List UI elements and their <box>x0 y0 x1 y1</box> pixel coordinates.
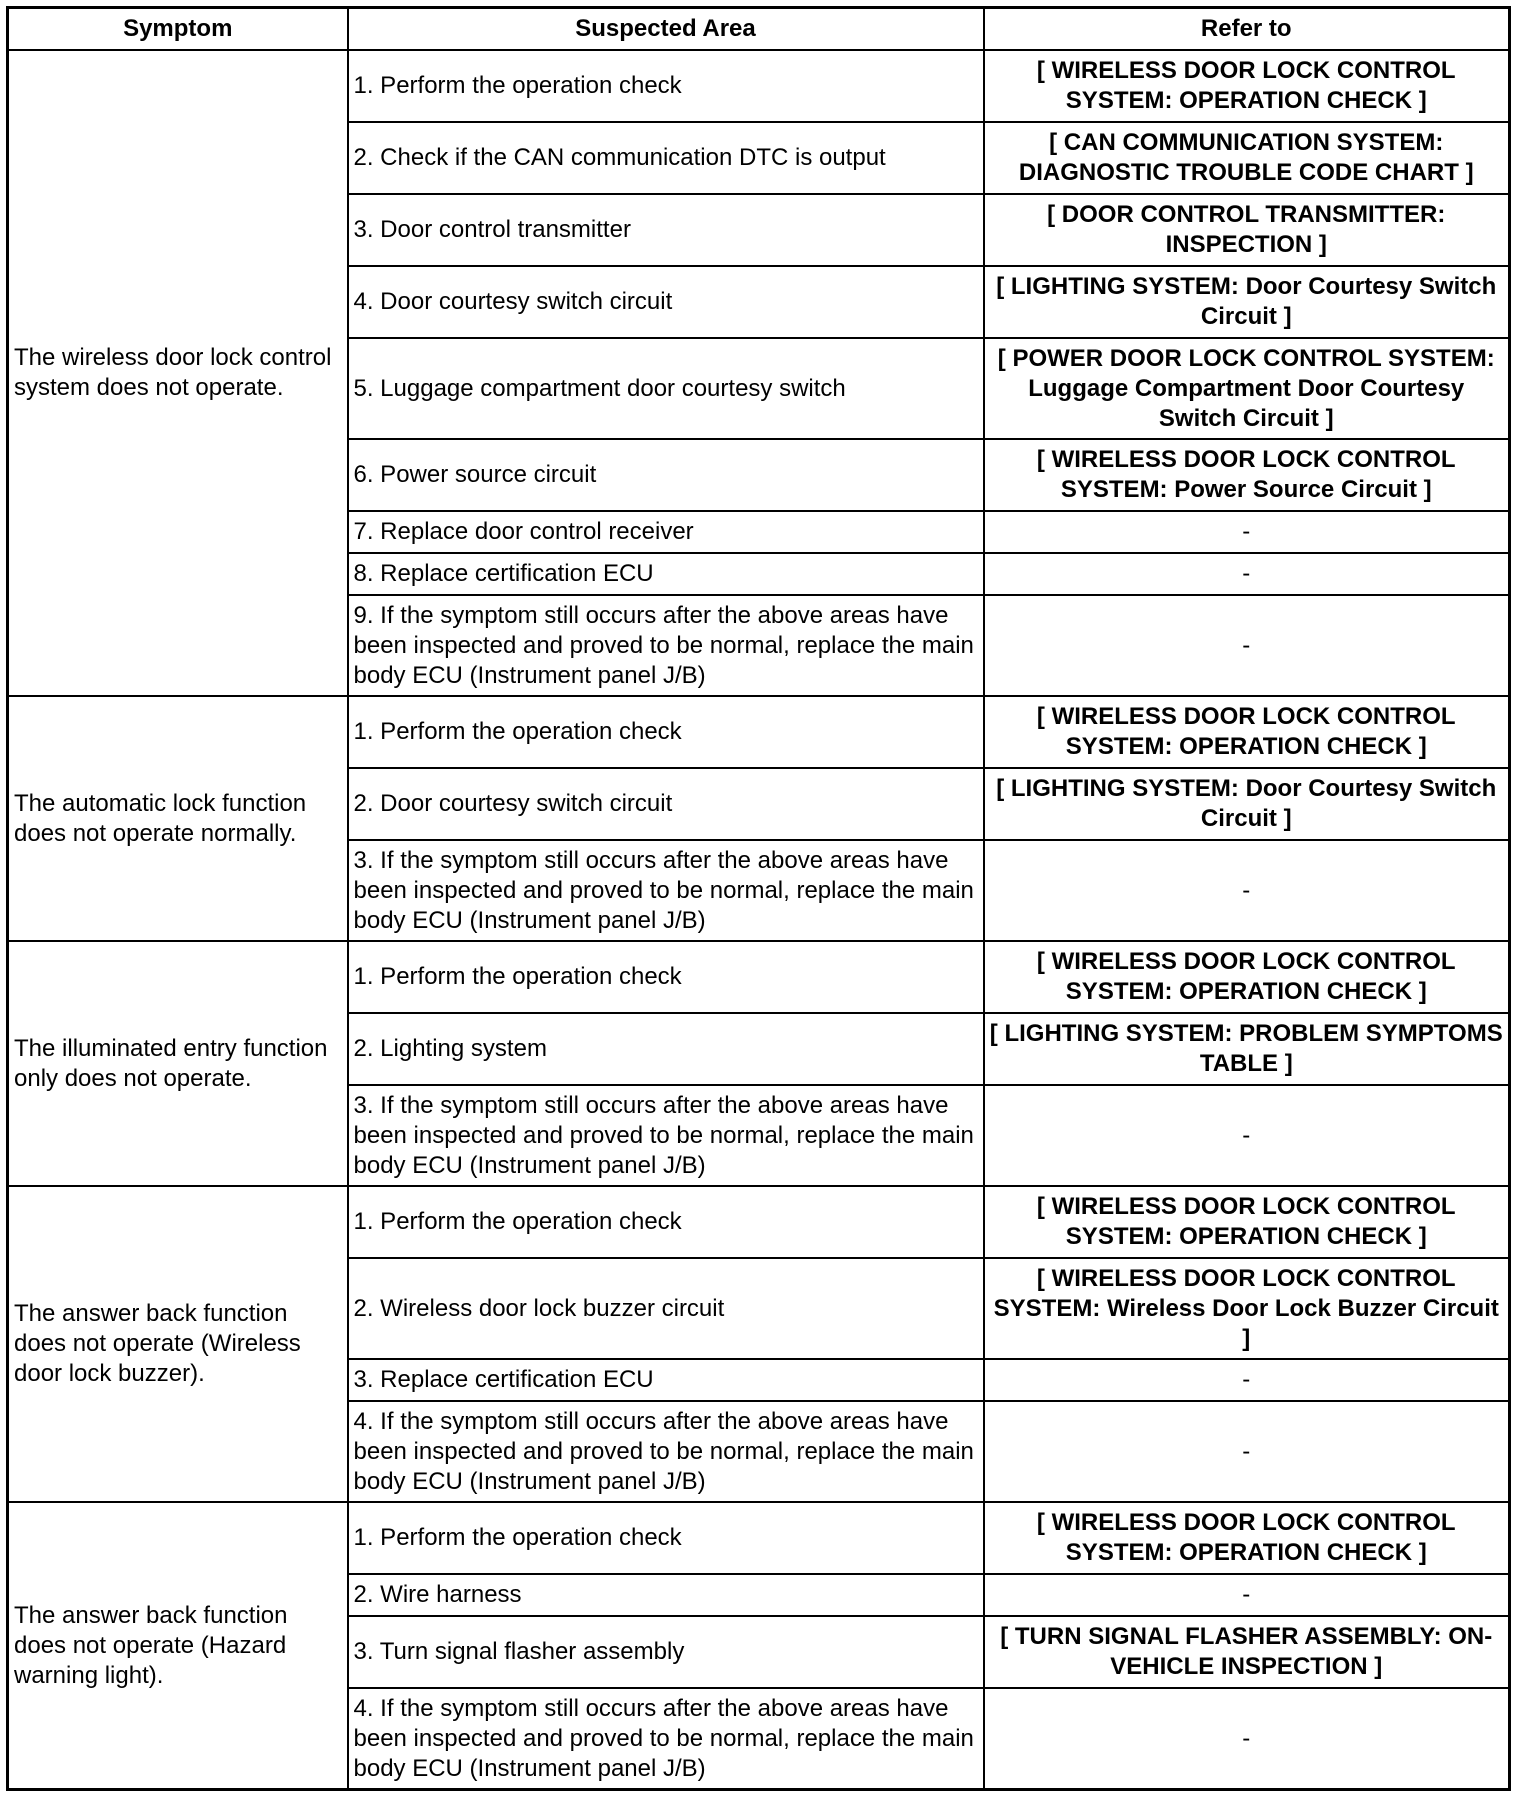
refer-to-link[interactable]: [ WIRELESS DOOR LOCK CONTROL SYSTEM: OPERATION CHECK ] <box>984 50 1510 122</box>
refer-to-link[interactable]: [ WIRELESS DOOR LOCK CONTROL SYSTEM: OPERATION CHECK ] <box>984 1502 1510 1574</box>
suspected-area-cell: 1. Perform the operation check <box>348 696 984 768</box>
suspected-area-cell: 4. If the symptom still occurs after the above areas have been inspected and proved to be normal, replace the main body ECU (Instrument panel J/B) <box>348 1688 984 1790</box>
symptom-cell: The answer back function does not operate (Wireless door lock buzzer). <box>8 1186 348 1502</box>
table-row <box>8 1502 1510 1574</box>
refer-to-cell: - <box>984 553 1510 595</box>
refer-to-link[interactable]: [ LIGHTING SYSTEM: Door Courtesy Switch Circuit ] <box>984 768 1510 840</box>
suspected-area-cell: 2. Lighting system <box>348 1013 984 1085</box>
suspected-area-cell: 3. If the symptom still occurs after the above areas have been inspected and proved to be normal, replace the main body ECU (Instrument panel J/B) <box>348 840 984 941</box>
suspected-area-cell: 6. Power source circuit <box>348 439 984 511</box>
suspected-area-cell: 8. Replace certification ECU <box>348 553 984 595</box>
header-row <box>8 8 1510 51</box>
suspected-area-cell: 2. Wire harness <box>348 1574 984 1616</box>
header-symptom: Symptom <box>8 8 348 51</box>
suspected-area-cell: 5. Luggage compartment door courtesy switch <box>348 338 984 439</box>
suspected-area-cell: 1. Perform the operation check <box>348 1186 984 1258</box>
header-suspected-area: Suspected Area <box>348 8 984 51</box>
symptom-cell: The illuminated entry function only does not operate. <box>8 941 348 1186</box>
table-row <box>8 1186 1510 1258</box>
suspected-area-cell: 3. Replace certification ECU <box>348 1359 984 1401</box>
suspected-area-cell: 2. Wireless door lock buzzer circuit <box>348 1258 984 1359</box>
symptom-cell: The wireless door lock control system does not operate. <box>8 50 348 696</box>
refer-to-link[interactable]: [ WIRELESS DOOR LOCK CONTROL SYSTEM: Wireless Door Lock Buzzer Circuit ] <box>984 1258 1510 1359</box>
suspected-area-cell: 4. Door courtesy switch circuit <box>348 266 984 338</box>
table-row <box>8 941 1510 1013</box>
suspected-area-cell: 3. Door control transmitter <box>348 194 984 266</box>
refer-to-cell: - <box>984 1688 1510 1790</box>
refer-to-cell: - <box>984 1085 1510 1186</box>
suspected-area-cell: 2. Door courtesy switch circuit <box>348 768 984 840</box>
suspected-area-cell: 1. Perform the operation check <box>348 1502 984 1574</box>
suspected-area-cell: 3. Turn signal flasher assembly <box>348 1616 984 1688</box>
problem-symptoms-table <box>6 6 1511 1791</box>
refer-to-link[interactable]: [ POWER DOOR LOCK CONTROL SYSTEM: Luggage Compartment Door Courtesy Switch Circuit ] <box>984 338 1510 439</box>
refer-to-cell: - <box>984 840 1510 941</box>
refer-to-link[interactable]: [ LIGHTING SYSTEM: Door Courtesy Switch Circuit ] <box>984 266 1510 338</box>
refer-to-cell: - <box>984 1359 1510 1401</box>
problem-symptoms-table-wrapper <box>6 6 1508 1791</box>
refer-to-link[interactable]: [ TURN SIGNAL FLASHER ASSEMBLY: ON-VEHICLE INSPECTION ] <box>984 1616 1510 1688</box>
refer-to-link[interactable]: [ WIRELESS DOOR LOCK CONTROL SYSTEM: OPERATION CHECK ] <box>984 1186 1510 1258</box>
refer-to-link[interactable]: [ WIRELESS DOOR LOCK CONTROL SYSTEM: OPERATION CHECK ] <box>984 941 1510 1013</box>
suspected-area-cell: 7. Replace door control receiver <box>348 511 984 553</box>
suspected-area-cell: 1. Perform the operation check <box>348 50 984 122</box>
suspected-area-cell: 1. Perform the operation check <box>348 941 984 1013</box>
refer-to-cell: - <box>984 1401 1510 1502</box>
refer-to-cell: - <box>984 1574 1510 1616</box>
refer-to-link[interactable]: [ WIRELESS DOOR LOCK CONTROL SYSTEM: Power Source Circuit ] <box>984 439 1510 511</box>
table-row <box>8 50 1510 122</box>
suspected-area-cell: 3. If the symptom still occurs after the above areas have been inspected and proved to be normal, replace the main body ECU (Instrument panel J/B) <box>348 1085 984 1186</box>
refer-to-link[interactable]: [ LIGHTING SYSTEM: PROBLEM SYMPTOMS TABLE ] <box>984 1013 1510 1085</box>
suspected-area-cell: 4. If the symptom still occurs after the above areas have been inspected and proved to be normal, replace the main body ECU (Instrument panel J/B) <box>348 1401 984 1502</box>
symptom-cell: The answer back function does not operate (Hazard warning light). <box>8 1502 348 1790</box>
suspected-area-cell: 2. Check if the CAN communication DTC is output <box>348 122 984 194</box>
refer-to-link[interactable]: [ WIRELESS DOOR LOCK CONTROL SYSTEM: OPERATION CHECK ] <box>984 696 1510 768</box>
refer-to-link[interactable]: [ CAN COMMUNICATION SYSTEM: DIAGNOSTIC TROUBLE CODE CHART ] <box>984 122 1510 194</box>
refer-to-cell: - <box>984 511 1510 553</box>
header-refer-to: Refer to <box>984 8 1510 51</box>
suspected-area-cell: 9. If the symptom still occurs after the above areas have been inspected and proved to be normal, replace the main body ECU (Instrument panel J/B) <box>348 595 984 696</box>
refer-to-link[interactable]: [ DOOR CONTROL TRANSMITTER: INSPECTION ] <box>984 194 1510 266</box>
refer-to-cell: - <box>984 595 1510 696</box>
symptom-cell: The automatic lock function does not operate normally. <box>8 696 348 941</box>
table-row <box>8 696 1510 768</box>
